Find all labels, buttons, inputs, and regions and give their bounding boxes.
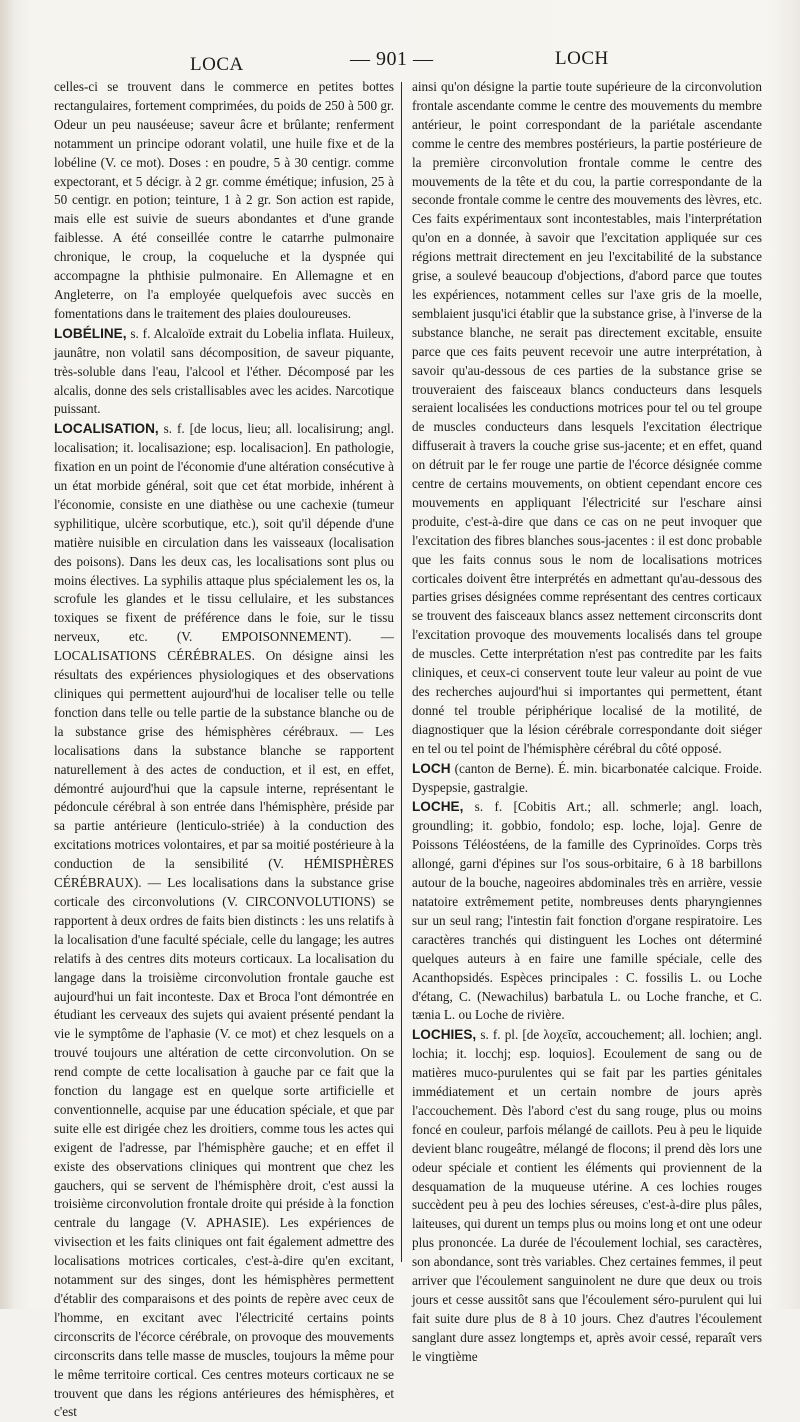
entry-lochies: [412, 1026, 762, 1366]
entry-body: s. f. pl. [de λοχεῖα, accouchement; all. lochien; angl. lochia; it. locchj; esp. loquios]. Ecoulement de sang ou de matières muco-purulentes qui se fait par les parties génitales immédiatement et un certain nombre de jours après l'accouchement. Dès l'abord c'est du sang rouge, plus ou moins foncé en couleur, parfois mélangé de caillots. Peu à peu le liquide devient blanc rougeâtre, mélangé de flocons; il prend dès lors une odeur spéciale et contient les éléments qui proviennent de la desquamation de la muqueuse utérine. A ces lochies rouges succèdent peu à peu des lochies séreuses, c'est-à-dire plus pâles, laiteuses, qui durent un temps plus ou moins long et ont une odeur plus prononcée. La durée de l'écoulement lochial, ses caractères, son abondance, sont très variables. Chez certaines femmes, il peut arriver que l'écoulement sanguinolent ne dure que deux ou trois jours et cesse aussitôt sans que l'écoulement séro-purulent qui lui fait suite dure plus de 8 à 10 jours. Chez d'autres l'écoulement sanglant dure assez longtemps et, après avoir cessé, reparaît vers le vingtième: [412, 1027, 762, 1364]
entry-headword: LOCHE,: [412, 799, 464, 815]
entry-body: ainsi qu'on désigne la partie toute supérieure de la circonvolution frontale ascendante comme le centre des mouvements du membre antérieur, le point correspondant de la pariétale ascendante comme le centre des membres postérieurs, la partie postérieure de la première circonvolution frontale comme le centre des mouvements de la tête et du cou, la partie correspondante de la seconde frontale comme le centre des mouvements des lèvres, etc. Ces faits expérimentaux sont incontestables, mais l'interprétation qu'on en a donnée, à savoir que l'excitation appliquée sur ces régions mettrait directement en jeu l'excitabilité de la substance grise, a soulevé beaucoup d'objections, d'abord parce que toutes les expériences, notamment celles sur l'axe gris de la moelle, semblaient jusqu'ici établir que la substance grise, à l'inverse de la substance blanche, ne serait pas directement excitable, ensuite parce que ces faits peuvent recevoir une autre interprétation, à savoir qu'au-dessous de ces parties de la substance grise se trouveraient des faisceaux blancs conducteurs dans lesquels seraient localisées les conductions motrices pour tel ou tel groupe de muscles conducteurs dans lesquels l'excitation électrique diffuserait à travers la couche grise sus-jacente; et en effet, quand on détruit par le fer rouge une partie de l'écorce désignée comme centre de certains mouvements, on obtient cependant encore ces mouvements en appliquant l'électricité sur l'eschare ainsi produite, c'est-à-dire que dans ce cas on ne peut invoquer que l'excitation des fibres blanches sous-jacentes : il est donc probable que les faits connus sous le nom de localisations motrices corticales doivent être interprétés en admettant qu'au-dessous des parties grises désignées comme représentant des centres corticaux se trouvent des faisceaux blancs assez nettement circonscrits dont l'excitation provoque des mouvements localisés dans tel groupe de muscles. Cette interprétation n'est pas contredite par les faits cliniques, et ceux-ci conservent toute leur valeur au point de vue des recherches aujourd'hui si importantes qui permettent, étant donné tel trouble périphérique localisé de la motilité, de diagnostiquer que la lésion cérébrale correspondante doit siéger en tel ou tel point de l'hémisphère cérébral du côté opposé.: [412, 79, 762, 756]
right-column: [412, 78, 762, 1367]
entry-body: s. f. Alcaloïde extrait du Lobelia inflata. Huileux, jaunâtre, non volatil sans décomposition, de saveur piquante, très-soluble dans l'eau, l'alcool et l'éther. Décomposé par les alcalis, donne des sels cristallisables avec les acides. Narcotique puissant.: [54, 325, 394, 417]
entry-loche: [412, 798, 762, 1025]
entry-lobeline: [54, 325, 394, 420]
entry-lobelia-continued: [54, 78, 394, 324]
entry-headword: LOCH: [412, 760, 451, 776]
entry-headword: LOCALISATION,: [54, 421, 159, 437]
page-spine-shadow: [0, 0, 14, 1309]
entry-body: celles-ci se trouvent dans le commerce en petites bottes rectangulaires, fortement comprimées, du poids de 250 à 500 gr. Odeur un peu nauséeuse; saveur âcre et brûlante; renferment notamment un principe odorant volatil, une huile fixe et de la lobéline (V. ce mot). Doses : en poudre, 5 à 30 centigr. comme expectorant, et 5 décigr. à 2 gr. comme émétique; infusion, 25 à 50 centigr. en potion; teinture, 1 à 2 gr. Son action est rapide, mais elle est suivie de sueurs abondantes et d'une grande faiblesse. A été conseillée contre le catarrhe pulmonaire chronique, le croup, la coqueluche et la dyspnée qui accompagne la phthisie pulmonaire. En Allemagne et en Angleterre, on l'a employée quelquefois avec succès en fomentations dans le traitement des plaies douloureuses.: [54, 79, 394, 321]
left-column: [54, 78, 394, 1422]
entry-headword: LOCHIES,: [412, 1027, 477, 1043]
page-number: — 901 —: [350, 48, 434, 70]
entry-headword: LOBÉLINE,: [54, 325, 127, 341]
running-head: [40, 48, 764, 78]
entry-body: s. f. [Cobitis Art.; all. schmerle; angl. loach, groundling; it. gobbio, fondolo; esp. loche, loja]. Genre de Poissons Téléostéens, de la famille des Cyprinoïdes. Corps très allongé, garni d'épines sur l'os sous-orbitaire, 6 à 18 barbillons autour de la bouche, nageoires abdominales très en arrière, vessie natatoire extrêmement petite, nombreuses dents pharyngiennes sur un seul rang; l'intestin fait fonction d'organe respiratoire. Les caractères tranchés qui distinguent les Loches ont déterminé quelques auteurs à en faire une famille spéciale, celle des Acanthopsidés. Espèces principales : C. fossilis L. ou Loche d'étang, C. (Newachilus) barbatula L. ou Loche franche, et C. tænia L. ou Loche de rivière.: [412, 799, 762, 1023]
entry-body: (canton de Berne). É. min. bicarbonatée calcique. Froide. Dyspepsie, gastralgie.: [412, 760, 762, 795]
entry-localisation-continued: [412, 78, 762, 759]
entry-localisation: [54, 420, 394, 1422]
running-head-right: LOCH: [555, 48, 609, 69]
column-divider: [401, 82, 402, 1262]
running-head-left: LOCA: [190, 54, 244, 75]
entry-body: s. f. [de locus, lieu; all. localisirung; angl. localisation; it. localisazione; esp. localisacion]. En pathologie, fixation en un point de l'économie d'une altération consécutive à un état morbide général, soit que cet état morbide, inhérent à l'économie, consiste en une diathèse ou une cachexie (tumeur syphilitique, ulcère scorbutique, etc.), soit qu'il dépende d'une matière nuisible en circulation dans les vaisseaux (localisation des poisons). Dans les deux cas, les localisations sont plus ou moins électives. La syphilis attaque plus spécialement les os, la scrofule les glandes et le tissu cellulaire, et les substances toxiques se fixent de préférence dans le foie, sur le tissu nerveux, etc. (V. EMPOISONNEMENT). — LOCALISATIONS CÉRÉBRALES. On désigne ainsi les résultats des expériences physiologiques et des observations cliniques qui permettent aujourd'hui de localiser telle ou telle fonction dans telle ou telle partie de la substance blanche ou de la substance grise des hémisphères cérébraux. — Les localisations dans la substance blanche se rapportent naturellement à des actes de conduction, et il est, en effet, démontré aujourd'hui que la capsule interne, représentant le pédoncule cérébral à son entrée dans l'hémisphère, préside par sa partie antérieure (lenticulo-striée) à la conduction des excitations motrices volontaires, et par sa moitié postérieure à la conduction de la sensibilité (V. HÉMISPHÈRES CÉRÉBRAUX). — Les localisations dans la substance grise corticale des circonvolutions (V. CIRCONVOLUTIONS) se rapportent à deux ordres de faits bien distincts : les uns relatifs à la localisation d'une faculté spéciale, celle du langage; les autres relatifs à des centres dits moteurs corticaux. La localisation du langage dans la troisième circonvolution frontale gauche est aujourd'hui un fait inconteste. Dax et Broca l'ont démontrée en étudiant les cerveaux des sujets qui avaient présenté pendant la vie le symptôme de l'aphasie (V. ce mot) et chez lesquels on a trouvé toujours une altération de cette circonvolution. On se rend compte de cette localisation à gauche par ce fait que la fonction du langage est en quelque sorte artificielle et conventionnelle, acquise par une éducation spéciale, et que par suite elle est dirigée chez les droitiers, comme tous les actes qui exigent de l'adresse, par l'hémisphère gauche; et en effet il existe des observations cliniques qui montrent que chez les gauchers, qui se servent de l'hémisphère droit, c'est aussi la troisième circonvolution frontale droite qui préside à la fonction centrale du langage (V. APHASIE). Les expériences de vivisection et les faits cliniques ont fait également admettre des localisations motrices corticales, c'est-à-dire qu'en excitant, notamment sur des singes, dont les hémisphères permettent d'établir des comparaisons et des points de repère avec ceux de l'homme, en excitant avec l'électricité certains points circonscrits de l'écorce cérébrale, on provoque des mouvements circonscrits dans telle masse de muscles, toujours la même pour le même territoire cortical. Ces centres moteurs corticaux ne se trouvent que dans les régions antérieures des hémisphères, et c'est: [54, 421, 394, 1420]
entry-loch: [412, 760, 762, 798]
